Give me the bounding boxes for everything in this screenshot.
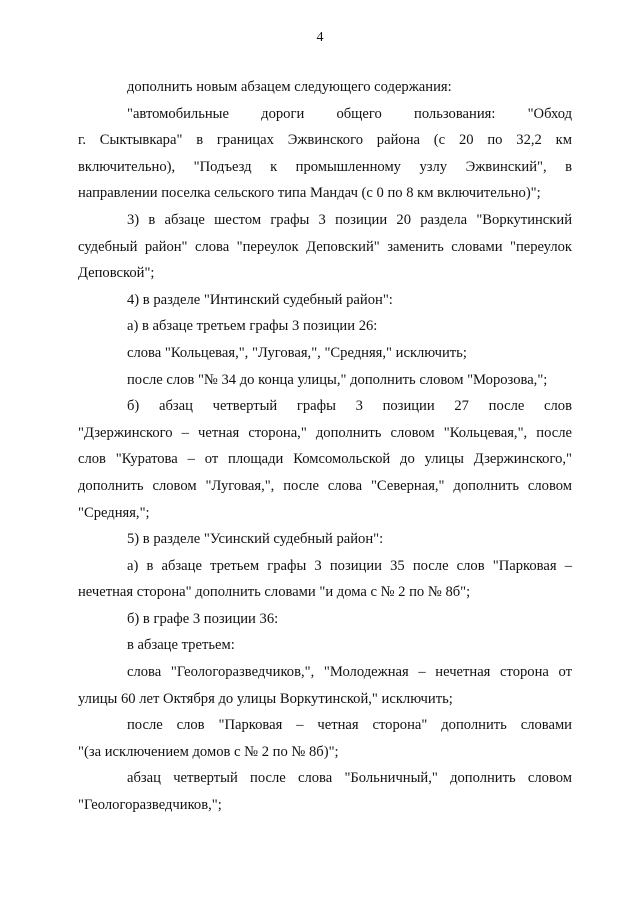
text-line: направлении поселка сельского типа Мандач (с 0 по 8 км включительно)";	[78, 185, 541, 202]
text-line: судебный район" слова "переулок Деповский" заменить словами "переулок	[78, 238, 572, 255]
text-line: "Средняя,";	[78, 504, 150, 521]
text-line: включительно), "Подъезд к промышленному узлу Эжвинский", в	[78, 158, 572, 175]
text-line: г. Сыктывкара" в границах Эжвинского района (с 20 по 32,2 км	[78, 132, 572, 149]
text-line: слова "Кольцевая,", "Луговая,", "Средняя," исключить;	[127, 344, 467, 361]
text-line: после слов "Парковая – четная сторона" дополнить словами	[127, 717, 572, 734]
text-line: а) в абзаце третьем графы 3 позиции 35 после слов "Парковая –	[127, 557, 572, 574]
text-line: а) в абзаце третьем графы 3 позиции 26:	[127, 318, 378, 335]
text-line: нечетная сторона" дополнить словами "и дома с № 2 по № 8б";	[78, 584, 471, 601]
text-line: после слов "№ 34 до конца улицы," дополнить словом "Морозова,";	[127, 371, 548, 388]
text-line: "Геологоразведчиков,";	[78, 797, 222, 814]
text-line: "(за исключением домов с № 2 по № 8б)";	[78, 743, 339, 760]
text-line: "автомобильные дороги общего пользования: "Обход	[127, 105, 572, 122]
text-line: слов "Куратова – от площади Комсомольской до улицы Дзержинского,"	[78, 451, 572, 468]
text-line: слова "Геологоразведчиков,", "Молодежная – нечетная сторона от	[127, 664, 572, 681]
document-body	[78, 74, 572, 819]
text-line: б) в графе 3 позиции 36:	[127, 610, 279, 627]
text-line: Деповской";	[78, 265, 155, 282]
page-number: 4	[316, 30, 324, 45]
text-line: 3) в абзаце шестом графы 3 позиции 20 раздела "Воркутинский	[127, 211, 572, 228]
text-line: б) абзац четвертый графы 3 позиции 27 после слов	[127, 398, 572, 415]
text-line: абзац четвертый после слова "Больничный," дополнить словом	[127, 770, 572, 787]
text-line: 4) в разделе "Интинский судебный район":	[127, 291, 393, 308]
text-line: "Дзержинского – четная сторона," дополнить словом "Кольцевая,", после	[78, 424, 572, 441]
text-line: 5) в разделе "Усинский судебный район":	[127, 531, 384, 548]
text-line: улицы 60 лет Октября до улицы Воркутинской," исключить;	[78, 690, 453, 707]
text-line: дополнить новым абзацем следующего содержания:	[127, 79, 452, 95]
text-line: дополнить словом "Луговая,", после слова "Северная," дополнить словом	[78, 477, 572, 494]
text-line: в абзаце третьем:	[127, 637, 235, 654]
